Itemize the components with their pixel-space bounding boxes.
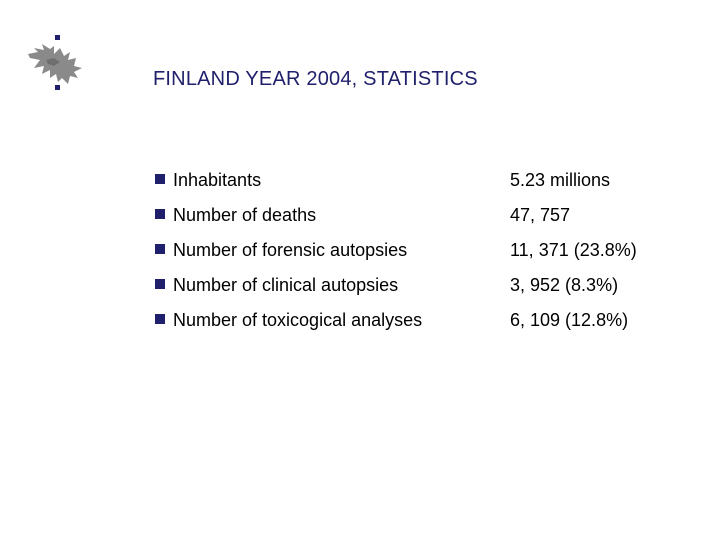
- stat-label: Number of toxicogical analyses: [173, 310, 423, 330]
- square-bullet-icon: [155, 209, 165, 219]
- list-item: [154, 240, 694, 275]
- list-item: [154, 170, 694, 205]
- list-item: [154, 310, 694, 345]
- stat-label: Inhabitants: [173, 170, 262, 190]
- statistics-list: [154, 170, 694, 345]
- square-bullet-icon: [155, 279, 165, 289]
- page-title: FINLAND YEAR 2004, STATISTICS: [153, 68, 478, 90]
- stat-label: Number of deaths: [173, 205, 317, 225]
- stat-value: 5.23 millions: [510, 170, 611, 190]
- university-flame-logo-icon: [24, 30, 88, 98]
- stat-value: 47, 757: [510, 205, 571, 225]
- stat-value: 3, 952 (8.3%): [510, 275, 619, 295]
- stat-label: Number of clinical autopsies: [173, 275, 399, 295]
- square-bullet-icon: [155, 174, 165, 184]
- list-item: [154, 205, 694, 240]
- stat-label: Number of forensic autopsies: [173, 240, 408, 260]
- stat-value: 6, 109 (12.8%): [510, 310, 629, 330]
- square-bullet-icon: [155, 244, 165, 254]
- square-bullet-icon: [155, 314, 165, 324]
- stat-value: 11, 371 (23.8%): [510, 240, 637, 260]
- list-item: [154, 275, 694, 310]
